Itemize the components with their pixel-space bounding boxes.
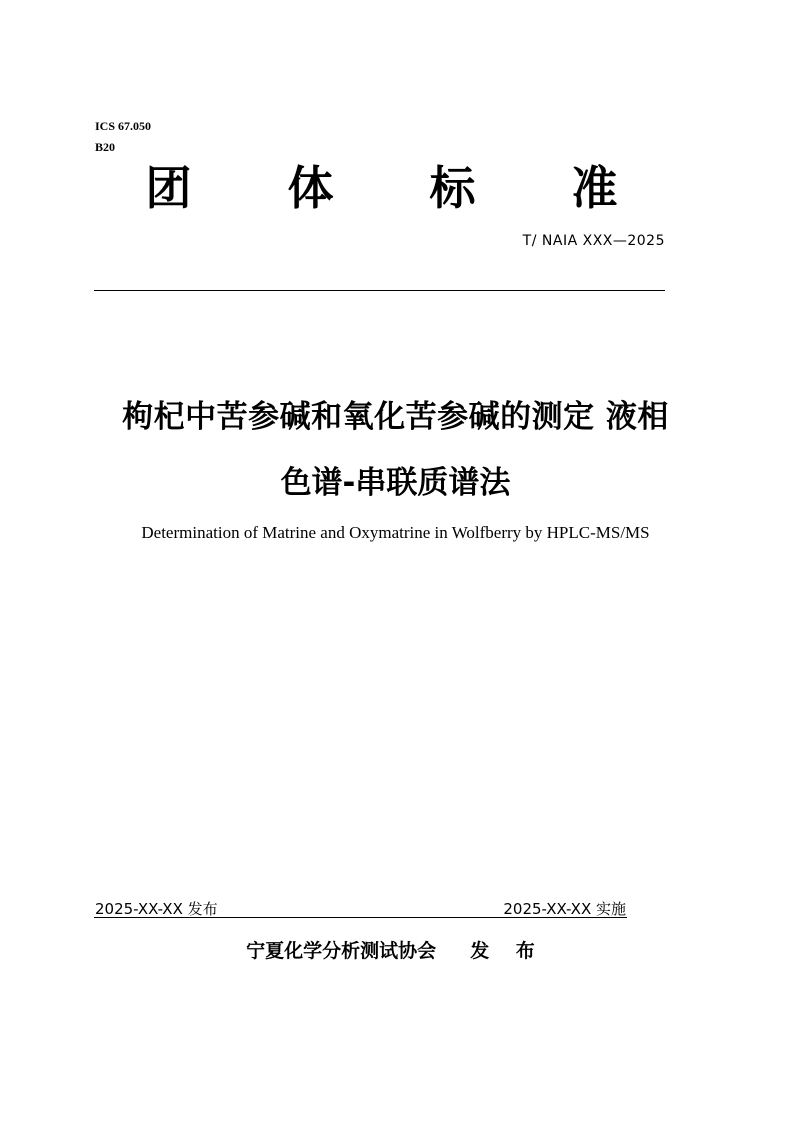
header-divider xyxy=(94,290,665,291)
ics-code: ICS 67.050 xyxy=(95,119,152,133)
implementation-date: 2025-XX-XX 实施 xyxy=(503,900,626,918)
publish-label: 发 布 xyxy=(470,940,545,962)
document-type-title: 团 体 标 准 xyxy=(145,161,658,215)
publisher-block xyxy=(0,938,791,964)
publisher-name: 宁夏化学分析测试协会 xyxy=(246,940,437,962)
date-divider xyxy=(94,917,627,918)
chinese-title-line-2: 色谱-串联质谱法 xyxy=(280,465,511,501)
english-title: Determination of Matrine and Oxymatrine in Wolfberry by HPLC-MS/MS xyxy=(141,523,650,542)
standard-number: T/ NAIA XXX—2025 xyxy=(522,233,665,249)
chinese-title-line-1: 枸杞中苦参碱和氧化苦参碱的测定 液相 xyxy=(122,399,669,435)
release-date: 2025-XX-XX 发布 xyxy=(95,900,218,918)
ccs-code: B20 xyxy=(95,140,116,154)
